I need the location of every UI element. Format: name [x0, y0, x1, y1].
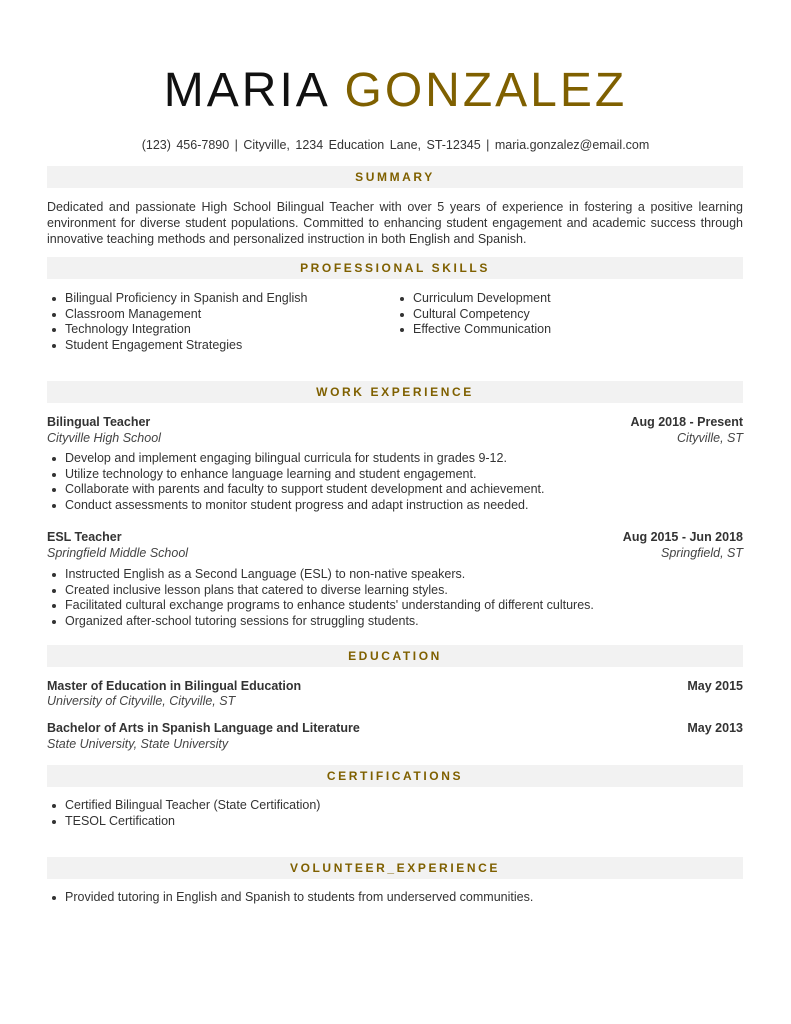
list-item: Created inclusive lesson plans that catered to diverse learning styles. — [47, 583, 594, 599]
education-school-row — [47, 693, 743, 709]
list-item: Collaborate with parents and faculty to support student development and achievement. — [47, 482, 544, 498]
section-summary-header: SUMMARY — [47, 166, 743, 188]
section-certifications-header: CERTIFICATIONS — [47, 765, 743, 787]
summary-text: Dedicated and passionate High School Bilingual Teacher with over 5 years of experience in fostering a positive learning environment for diverse student populations. Committed to enhancing student engagement and academic success through innovative teaching methods and personalized instruction in both English and Spanish. — [47, 200, 743, 246]
list-item: Facilitated cultural exchange programs to enhance students' understanding of different cultures. — [47, 598, 594, 614]
list-item: Student Engagement Strategies — [47, 338, 308, 354]
list-item: Instructed English as a Second Language (ESL) to non-native speakers. — [47, 567, 594, 583]
job-organization: Springfield Middle School — [47, 546, 189, 560]
job-dates: Aug 2018 - Present — [630, 415, 743, 429]
list-item: Develop and implement engaging bilingual curricula for students in grades 9-12. — [47, 451, 544, 467]
list-item: Classroom Management — [47, 307, 308, 323]
degree-title: Master of Education in Bilingual Education — [47, 679, 302, 693]
list-item: Technology Integration — [47, 322, 308, 338]
list-item: Effective Communication — [395, 322, 551, 338]
job-role: Bilingual Teacher — [47, 415, 151, 429]
last-name: GONZALEZ — [344, 64, 628, 117]
school-name: State University, State University — [47, 737, 229, 751]
job-role: ESL Teacher — [47, 530, 122, 544]
job-header — [47, 529, 743, 545]
job-subheader — [47, 545, 743, 561]
degree-title: Bachelor of Arts in Spanish Language and Literature — [47, 721, 360, 735]
section-skills-header: PROFESSIONAL SKILLS — [47, 257, 743, 279]
section-volunteer-header: VOLUNTEER_EXPERIENCE — [47, 857, 743, 879]
list-item: Certified Bilingual Teacher (State Certification) — [47, 798, 320, 814]
list-item: Provided tutoring in English and Spanish to students from underserved communities. — [47, 890, 533, 906]
candidate-name — [0, 62, 791, 120]
job-bullets — [47, 567, 594, 629]
degree-date: May 2015 — [687, 679, 743, 693]
education-header — [47, 720, 743, 736]
list-item: Conduct assessments to monitor student progress and adapt instruction as needed. — [47, 498, 544, 514]
contact-line: (123) 456-7890 | Cityville, 1234 Education Lane, ST-12345 | maria.gonzalez@email.com — [141, 138, 650, 152]
job-subheader — [47, 430, 743, 446]
list-item: Organized after-school tutoring sessions for struggling students. — [47, 614, 594, 630]
education-school-row — [47, 736, 743, 752]
section-education-header: EDUCATION — [47, 645, 743, 667]
skills-list-left — [47, 291, 308, 353]
list-item: Curriculum Development — [395, 291, 551, 307]
education-header — [47, 678, 743, 694]
job-dates: Aug 2015 - Jun 2018 — [622, 530, 743, 544]
list-item: Cultural Competency — [395, 307, 551, 323]
list-item: Utilize technology to enhance language learning and student engagement. — [47, 467, 544, 483]
skills-list-right — [395, 291, 551, 338]
list-item: TESOL Certification — [47, 814, 320, 830]
degree-date: May 2013 — [687, 721, 743, 735]
list-item: Bilingual Proficiency in Spanish and English — [47, 291, 308, 307]
job-bullets — [47, 451, 544, 513]
job-location: Cityville, ST — [677, 431, 743, 445]
job-organization: Cityville High School — [47, 431, 161, 445]
volunteer-list — [47, 890, 533, 906]
school-name: University of Cityville, Cityville, ST — [47, 694, 236, 708]
section-experience-header: WORK EXPERIENCE — [47, 381, 743, 403]
first-name: MARIA — [163, 64, 329, 117]
job-location: Springfield, ST — [661, 546, 743, 560]
certifications-list — [47, 798, 320, 829]
job-header — [47, 414, 743, 430]
